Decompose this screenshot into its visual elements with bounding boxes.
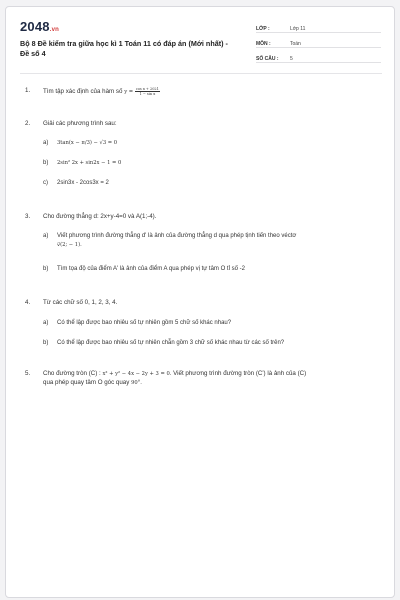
sub-text: Có thể lập được bao nhiêu số tự nhiên chẵn gồm 3 chữ số khác nhau từ các số trên? [57,340,285,346]
fraction-numerator: cos x + 2021 [135,87,159,91]
vector: v⃗(2; − 1). [57,241,82,248]
sub-text-body: Viết phương trình đường thẳng d' là ảnh của đường thẳng d qua phép tịnh tiến theo véctơ [57,233,297,239]
meta-label: SỐ CÂU : [256,56,279,62]
formula: 3tan(x − π/3) − √3 = 0 [57,140,118,146]
fraction-denominator: 1 − sin x [139,92,156,96]
question-number: 5. [25,370,31,377]
question-number: 3. [25,213,31,220]
sub-tag: a) [43,140,49,146]
question-text: Giải các phương trình sau: [43,120,117,127]
question-number: 2. [25,120,31,127]
sub-tag: b) [43,160,49,166]
meta-value: 5 [290,56,293,62]
document-card [5,6,395,598]
sub-tag: c) [43,180,48,186]
sub-tag: b) [43,266,49,272]
formula: x² + y² − 4x − 2y + 3 = 0. [102,371,172,377]
logo-text: 2048 [20,19,50,34]
meta-row-class [256,21,381,33]
question-text-part: Viết phương trình đường tròn (C') là ảnh của (C) [173,370,307,377]
formula: 2sin² 2x + sin2x − 1 = 0 [57,160,122,166]
question-text: Từ các chữ số 0, 1, 2, 3, 4. [43,299,118,306]
fraction [135,87,160,96]
question-text [43,370,378,387]
sub-text [57,232,367,249]
question-text-body: Tìm tập xác định của hàm số [43,88,123,96]
sub-text: Tìm tọa độ của điểm A' là ảnh của điểm A qua phép vị tự tâm O tỉ số -2 [57,266,245,272]
question-text: Cho đường thẳng d: 2x+y-4=0 và A(1;-4). [43,213,157,220]
header-divider [20,73,382,74]
meta-value: Lớp 11 [290,26,306,32]
formula: 2sin3x - 2cos3x = 2 [57,180,109,186]
sub-tag: b) [43,340,49,346]
meta-value: Toán [290,41,301,47]
sub-text: Có thể lập được bao nhiêu số tự nhiên gồm 5 chữ số khác nhau? [57,320,232,326]
question-text-part: qua phép quay tâm O góc quay [43,378,130,386]
meta-row-subject [256,36,381,48]
logo-suffix: .vn [49,27,60,33]
document-title: Bộ 8 Đề kiểm tra giữa học kì 1 Toán 11 có đáp án (Mới nhất) - Đề số 4 [20,39,228,58]
meta-info [256,21,381,66]
site-logo[interactable] [20,19,59,34]
sub-tag: a) [43,320,49,326]
meta-row-count [256,51,381,63]
question-text-part: Cho đường tròn (C) : [43,370,101,377]
question-number: 4. [25,299,31,306]
formula-lhs: y = [124,89,134,96]
meta-label: MÔN : [256,41,271,47]
question-number: 1. [25,87,31,94]
question-text [43,87,378,97]
meta-label: LỚP : [256,26,270,32]
sub-tag: a) [43,233,49,239]
angle: 90°. [131,379,142,386]
